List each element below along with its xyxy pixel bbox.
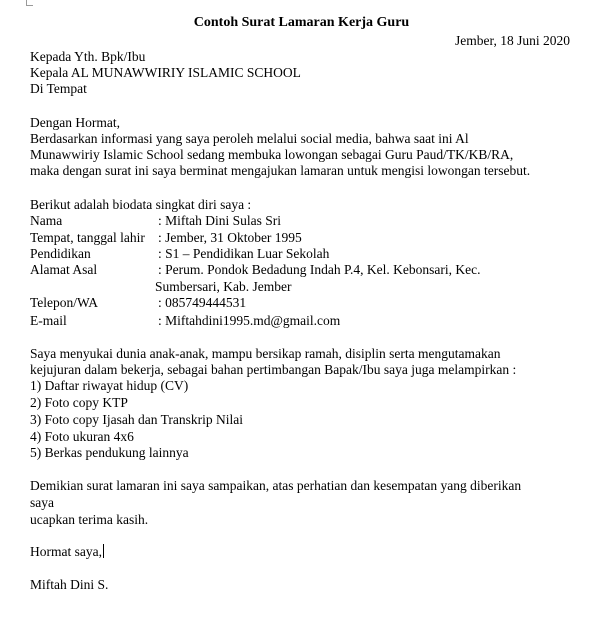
bio-value: : Perum. Pondok Bedadung Indah P.4, Kel. Kebonsari, Kec.: [158, 262, 481, 277]
paragraph-line: kejujuran dalam bekerja, sebagai bahan pertimbangan Bapak/Ibu saya juga melampirkan :: [30, 362, 517, 377]
bio-value: : Jember, 31 Oktober 1995: [158, 230, 302, 245]
paragraph-line: ucapkan terima kasih.: [30, 512, 149, 527]
bio-value: : Miftah Dini Sulas Sri: [158, 213, 282, 228]
paragraph-line: maka dengan surat ini saya berminat mengajukan lamaran untuk mengisi lowongan tersebut.: [30, 163, 531, 178]
paragraph-line: Demikian surat lamaran ini saya sampaikan, atas perhatian dan kesempatan yang diberikan: [30, 478, 522, 493]
signature: Miftah Dini S.: [30, 577, 109, 592]
regards-text: Hormat saya,: [30, 544, 102, 559]
bio-label: Telepon/WA: [30, 295, 99, 310]
attachment-item: 4) Foto ukuran 4x6: [30, 429, 134, 444]
recipient-place: Di Tempat: [30, 81, 87, 96]
bio-label: E-mail: [30, 313, 67, 328]
paragraph-line: Saya menyukai dunia anak-anak, mampu bersikap ramah, disiplin serta mengutamakan: [30, 346, 501, 361]
page-corner-mark: [26, 0, 33, 6]
bio-value: : 085749444531: [158, 295, 247, 310]
bio-label: Pendidikan: [30, 246, 91, 261]
letter-date: Jember, 18 Juni 2020: [455, 33, 570, 48]
recipient-school: Kepala AL MUNAWWIRIY ISLAMIC SCHOOL: [30, 65, 301, 80]
attachment-item: 2) Foto copy KTP: [30, 395, 128, 410]
paragraph-line: Munawwiriy Islamic School sedang membuka lowongan sebagai Guru Paud/TK/KB/RA,: [30, 147, 514, 162]
bio-value: : S1 – Pendidikan Luar Sekolah: [158, 246, 330, 261]
attachment-item: 5) Berkas pendukung lainnya: [30, 445, 189, 460]
attachment-item: 3) Foto copy Ijasah dan Transkrip Nilai: [30, 412, 243, 427]
regards-line: [30, 543, 104, 560]
greeting: Dengan Hormat,: [30, 115, 120, 130]
bio-label: Alamat Asal: [30, 262, 98, 277]
bio-label: Tempat, tanggal lahir: [30, 230, 145, 245]
attachment-item: 1) Daftar riwayat hidup (CV): [30, 378, 189, 393]
letter-title: Contoh Surat Lamaran Kerja Guru: [193, 15, 410, 30]
bio-intro: Berikut adalah biodata singkat diri saya :: [30, 197, 252, 212]
paragraph-line: saya: [30, 495, 54, 510]
bio-address-continuation: Sumbersari, Kab. Jember: [155, 279, 292, 294]
recipient-line: Kepada Yth. Bpk/Ibu: [30, 49, 146, 64]
paragraph-line: Berdasarkan informasi yang saya peroleh melalui social media, bahwa saat ini Al: [30, 131, 469, 146]
text-cursor: [103, 544, 104, 558]
bio-label: Nama: [30, 213, 63, 228]
bio-value: : Miftahdini1995.md@gmail.com: [158, 313, 341, 328]
